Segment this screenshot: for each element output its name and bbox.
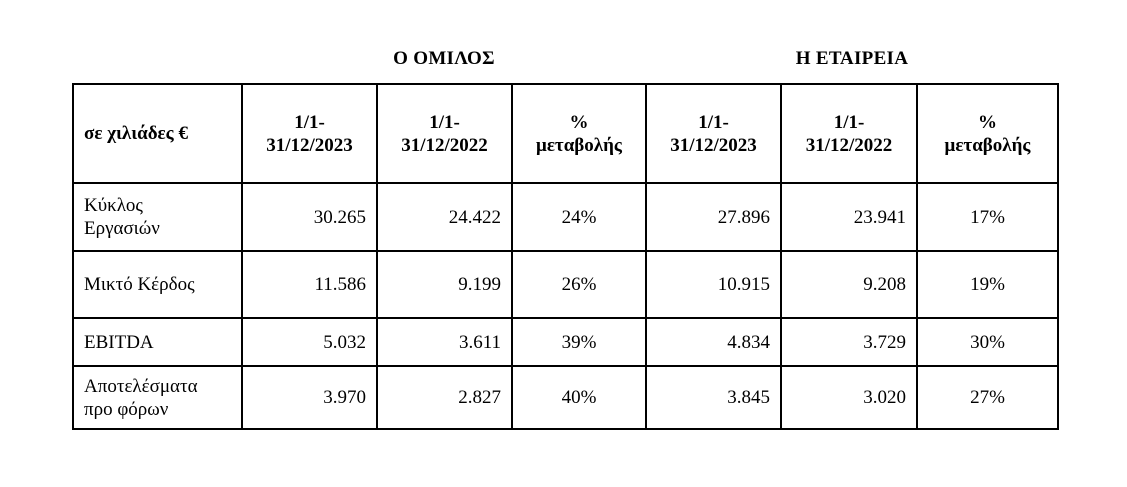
- group-change-value: 39%: [512, 318, 646, 366]
- company-2023-value: 10.915: [646, 251, 781, 318]
- header-label-cell: σε χιλιάδες €: [73, 84, 242, 183]
- group-2022-value: 3.611: [377, 318, 512, 366]
- group-2023-value: 5.032: [242, 318, 377, 366]
- company-2022-value: 9.208: [781, 251, 917, 318]
- row-label: [73, 366, 242, 429]
- table-header-row: [73, 84, 1058, 183]
- header-line: 31/12/2022: [805, 134, 893, 156]
- header-group-2023: [242, 84, 377, 183]
- company-2023-value: 27.896: [646, 183, 781, 251]
- company-section-header: Η ΕΤΑΙΡΕΙΑ: [795, 48, 909, 69]
- group-2023-value: 3.970: [242, 366, 377, 429]
- row-label-line: προ φόρων: [84, 398, 169, 420]
- header-line: 31/12/2022: [401, 134, 488, 156]
- company-2023-value: 3.845: [646, 366, 781, 429]
- row-label-line: EBITDA: [84, 331, 154, 353]
- header-line: 1/1-: [429, 111, 460, 133]
- header-line: 1/1-: [833, 111, 865, 133]
- group-2023-value: 11.586: [242, 251, 377, 318]
- header-company-2023: [646, 84, 781, 183]
- company-change-value: 27%: [917, 366, 1058, 429]
- group-change-value: 40%: [512, 366, 646, 429]
- header-line: 1/1-: [698, 111, 729, 133]
- group-2022-value: 2.827: [377, 366, 512, 429]
- company-2023-value: 4.834: [646, 318, 781, 366]
- company-change-value: 30%: [917, 318, 1058, 366]
- table-row: [73, 251, 1058, 318]
- header-line: 1/1-: [294, 111, 325, 133]
- row-label-line: Αποτελέσματα: [84, 375, 198, 397]
- header-group-change: [512, 84, 646, 183]
- header-group-2022: [377, 84, 512, 183]
- header-company-change: [917, 84, 1058, 183]
- group-change-value: 26%: [512, 251, 646, 318]
- table-row: [73, 183, 1058, 251]
- group-2022-value: 24.422: [377, 183, 512, 251]
- table-row: [73, 366, 1058, 429]
- row-label: [73, 183, 242, 251]
- group-2023-value: 30.265: [242, 183, 377, 251]
- row-label-line: Μικτό Κέρδος: [84, 274, 195, 295]
- company-2022-value: 23.941: [781, 183, 917, 251]
- company-change-value: 17%: [917, 183, 1058, 251]
- group-change-value: 24%: [512, 183, 646, 251]
- row-label-line: Κύκλος: [84, 195, 143, 216]
- row-label: [73, 251, 242, 318]
- group-section-header: Ο ΟΜΙΛΟΣ: [393, 48, 495, 69]
- company-2022-value: 3.729: [781, 318, 917, 366]
- company-change-value: 19%: [917, 251, 1058, 318]
- group-2022-value: 9.199: [377, 251, 512, 318]
- header-line: μεταβολής: [536, 134, 622, 156]
- header-line: %: [978, 111, 997, 133]
- header-line: 31/12/2023: [266, 134, 353, 156]
- header-line: %: [569, 111, 589, 133]
- header-line: 31/12/2023: [670, 134, 757, 156]
- table-row: [73, 318, 1058, 366]
- row-label-line: Εργασιών: [84, 218, 160, 239]
- row-label: [73, 318, 242, 366]
- financial-results-table: [72, 83, 1059, 430]
- header-line: μεταβολής: [944, 134, 1031, 156]
- header-company-2022: [781, 84, 917, 183]
- company-2022-value: 3.020: [781, 366, 917, 429]
